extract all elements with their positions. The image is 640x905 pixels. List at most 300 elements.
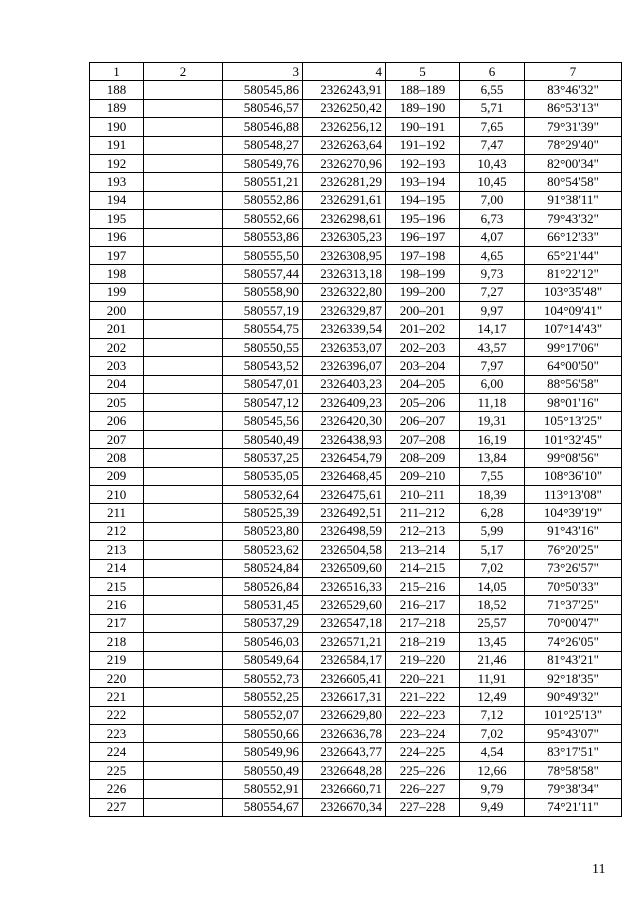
- table-cell: 81°43'21": [525, 651, 622, 669]
- table-cell: 197–198: [386, 246, 460, 264]
- table-cell: [144, 541, 223, 559]
- table-row: [90, 577, 622, 595]
- table-cell: 5,99: [460, 522, 525, 540]
- table-cell: [144, 394, 223, 412]
- table-cell: 7,00: [460, 191, 525, 209]
- table-cell: 10,43: [460, 154, 525, 172]
- table-cell: 43,57: [460, 338, 525, 356]
- table-cell: 2326617,31: [303, 688, 386, 706]
- table-cell: 202: [90, 338, 144, 356]
- table-cell: 216–217: [386, 596, 460, 614]
- table-cell: 92°18'35": [525, 669, 622, 687]
- table-cell: 25,57: [460, 614, 525, 632]
- table-cell: [144, 485, 223, 503]
- table-cell: [144, 210, 223, 228]
- table-cell: 200: [90, 302, 144, 320]
- table-cell: 209–210: [386, 467, 460, 485]
- table-cell: 2326571,21: [303, 633, 386, 651]
- table-cell: 580554,67: [223, 798, 303, 816]
- table-cell: 65°21'44": [525, 246, 622, 264]
- table-cell: 204: [90, 375, 144, 393]
- table-row: [90, 357, 622, 375]
- table-cell: 99°17'06": [525, 338, 622, 356]
- table-cell: 18,52: [460, 596, 525, 614]
- table-cell: [144, 338, 223, 356]
- table-cell: 91°38'11": [525, 191, 622, 209]
- table-cell: [144, 706, 223, 724]
- table-cell: [144, 522, 223, 540]
- table-cell: 218–219: [386, 633, 460, 651]
- table-cell: 221–222: [386, 688, 460, 706]
- table-cell: [144, 283, 223, 301]
- table-cell: 580546,03: [223, 633, 303, 651]
- table-cell: 226: [90, 780, 144, 798]
- table-cell: 212: [90, 522, 144, 540]
- table-row: [90, 522, 622, 540]
- table-cell: 6,28: [460, 504, 525, 522]
- table-cell: 580531,45: [223, 596, 303, 614]
- table-cell: 2326498,59: [303, 522, 386, 540]
- table-cell: 191: [90, 136, 144, 154]
- table-cell: [144, 761, 223, 779]
- table-header-row: [90, 63, 622, 81]
- table-cell: 7,12: [460, 706, 525, 724]
- table-cell: 215–216: [386, 577, 460, 595]
- column-header: 7: [525, 63, 622, 81]
- table-row: [90, 228, 622, 246]
- table-cell: 222–223: [386, 706, 460, 724]
- table-cell: 580552,91: [223, 780, 303, 798]
- table-cell: 580523,80: [223, 522, 303, 540]
- table-cell: [144, 375, 223, 393]
- table-cell: 209: [90, 467, 144, 485]
- table-cell: 219: [90, 651, 144, 669]
- table-cell: 9,79: [460, 780, 525, 798]
- table-row: [90, 614, 622, 632]
- table-cell: 2326670,34: [303, 798, 386, 816]
- table-cell: 2326322,80: [303, 283, 386, 301]
- table-cell: 188–189: [386, 81, 460, 99]
- table-cell: 2326648,28: [303, 761, 386, 779]
- table-cell: 79°43'32": [525, 210, 622, 228]
- table-row: [90, 173, 622, 191]
- table-row: [90, 669, 622, 687]
- table-cell: 203–204: [386, 357, 460, 375]
- table-row: [90, 504, 622, 522]
- table-cell: 2326660,71: [303, 780, 386, 798]
- table-cell: 200–201: [386, 302, 460, 320]
- table-cell: 580551,21: [223, 173, 303, 191]
- table-cell: 216: [90, 596, 144, 614]
- table-cell: 14,05: [460, 577, 525, 595]
- table-row: [90, 191, 622, 209]
- table-cell: 225: [90, 761, 144, 779]
- table-body: [90, 63, 622, 817]
- table-row: [90, 246, 622, 264]
- table-cell: 2326492,51: [303, 504, 386, 522]
- table-row: [90, 688, 622, 706]
- table-cell: [144, 780, 223, 798]
- table-cell: 108°36'10": [525, 467, 622, 485]
- table-cell: 198–199: [386, 265, 460, 283]
- table-cell: 189: [90, 99, 144, 117]
- column-header: 3: [223, 63, 303, 81]
- table-row: [90, 780, 622, 798]
- table-row: [90, 725, 622, 743]
- table-cell: 12,49: [460, 688, 525, 706]
- table-cell: 580546,57: [223, 99, 303, 117]
- table-row: [90, 706, 622, 724]
- table-cell: [144, 577, 223, 595]
- table-cell: [144, 669, 223, 687]
- table-cell: 218: [90, 633, 144, 651]
- table-row: [90, 99, 622, 117]
- table-row: [90, 265, 622, 283]
- table-cell: [144, 228, 223, 246]
- table-cell: 212–213: [386, 522, 460, 540]
- table-cell: 211–212: [386, 504, 460, 522]
- table-cell: 2326454,79: [303, 449, 386, 467]
- table-cell: 6,00: [460, 375, 525, 393]
- table-cell: 2326636,78: [303, 725, 386, 743]
- table-cell: 190–191: [386, 118, 460, 136]
- table-cell: 2326509,60: [303, 559, 386, 577]
- table-cell: 224: [90, 743, 144, 761]
- table-cell: 580550,49: [223, 761, 303, 779]
- table-cell: 201–202: [386, 320, 460, 338]
- table-cell: [144, 467, 223, 485]
- table-cell: 580552,73: [223, 669, 303, 687]
- table-row: [90, 338, 622, 356]
- table-cell: 227: [90, 798, 144, 816]
- table-cell: 66°12'33": [525, 228, 622, 246]
- table-cell: 2326270,96: [303, 154, 386, 172]
- table-cell: 2326305,23: [303, 228, 386, 246]
- table-cell: [144, 596, 223, 614]
- table-cell: 78°58'58": [525, 761, 622, 779]
- table-cell: 82°00'34": [525, 154, 622, 172]
- table-cell: 2326256,12: [303, 118, 386, 136]
- table-cell: 580532,64: [223, 485, 303, 503]
- table-cell: 4,54: [460, 743, 525, 761]
- table-cell: [144, 154, 223, 172]
- table-row: [90, 798, 622, 816]
- table-cell: [144, 320, 223, 338]
- table-row: [90, 596, 622, 614]
- table-cell: [144, 504, 223, 522]
- table-cell: 195: [90, 210, 144, 228]
- table-cell: 580548,27: [223, 136, 303, 154]
- table-cell: 11,18: [460, 394, 525, 412]
- table-cell: [144, 412, 223, 430]
- table-cell: 104°09'41": [525, 302, 622, 320]
- table-cell: 217: [90, 614, 144, 632]
- table-cell: 196: [90, 228, 144, 246]
- table-cell: 223: [90, 725, 144, 743]
- table-cell: 210: [90, 485, 144, 503]
- table-cell: [144, 449, 223, 467]
- table-cell: 580552,07: [223, 706, 303, 724]
- table-cell: 81°22'12": [525, 265, 622, 283]
- table-cell: 7,55: [460, 467, 525, 485]
- table-cell: 76°20'25": [525, 541, 622, 559]
- table-cell: 215: [90, 577, 144, 595]
- table-cell: [144, 725, 223, 743]
- table-cell: 198: [90, 265, 144, 283]
- table-cell: 79°38'34": [525, 780, 622, 798]
- table-cell: 213: [90, 541, 144, 559]
- table-cell: 2326475,61: [303, 485, 386, 503]
- table-cell: 21,46: [460, 651, 525, 669]
- table-cell: 2326329,87: [303, 302, 386, 320]
- table-cell: 580552,86: [223, 191, 303, 209]
- table-cell: [144, 614, 223, 632]
- table-cell: 104°39'19": [525, 504, 622, 522]
- table-cell: 91°43'16": [525, 522, 622, 540]
- table-cell: [144, 99, 223, 117]
- table-cell: 6,73: [460, 210, 525, 228]
- table-cell: 580525,39: [223, 504, 303, 522]
- table-cell: 2326643,77: [303, 743, 386, 761]
- table-cell: 78°29'40": [525, 136, 622, 154]
- column-header: 5: [386, 63, 460, 81]
- table-cell: 188: [90, 81, 144, 99]
- table-cell: 9,49: [460, 798, 525, 816]
- table-cell: [144, 633, 223, 651]
- table-cell: 2326313,18: [303, 265, 386, 283]
- table-cell: 580558,90: [223, 283, 303, 301]
- table-cell: 580557,44: [223, 265, 303, 283]
- table-cell: 2326529,60: [303, 596, 386, 614]
- table-row: [90, 743, 622, 761]
- table-cell: 2326353,07: [303, 338, 386, 356]
- table-cell: 195–196: [386, 210, 460, 228]
- table-cell: 580524,84: [223, 559, 303, 577]
- table-cell: [144, 191, 223, 209]
- table-cell: 196–197: [386, 228, 460, 246]
- table-cell: 88°56'58": [525, 375, 622, 393]
- table-cell: 9,73: [460, 265, 525, 283]
- table-cell: 2326243,91: [303, 81, 386, 99]
- table-cell: 70°50'33": [525, 577, 622, 595]
- table-cell: 190: [90, 118, 144, 136]
- table-cell: 7,02: [460, 559, 525, 577]
- table-cell: [144, 688, 223, 706]
- table-cell: 2326291,61: [303, 191, 386, 209]
- table-cell: 2326547,18: [303, 614, 386, 632]
- table-cell: 4,65: [460, 246, 525, 264]
- table-row: [90, 320, 622, 338]
- table-row: [90, 430, 622, 448]
- table-cell: 103°35'48": [525, 283, 622, 301]
- table-row: [90, 136, 622, 154]
- table-cell: 223–224: [386, 725, 460, 743]
- table-cell: 18,39: [460, 485, 525, 503]
- table-cell: 7,27: [460, 283, 525, 301]
- table-cell: 580552,66: [223, 210, 303, 228]
- table-cell: 199–200: [386, 283, 460, 301]
- table-cell: 205: [90, 394, 144, 412]
- table-cell: 7,97: [460, 357, 525, 375]
- table-row: [90, 559, 622, 577]
- table-cell: [144, 246, 223, 264]
- table-cell: 101°25'13": [525, 706, 622, 724]
- table-row: [90, 154, 622, 172]
- table-row: [90, 302, 622, 320]
- table-row: [90, 467, 622, 485]
- table-cell: 12,66: [460, 761, 525, 779]
- table-cell: 71°37'25": [525, 596, 622, 614]
- table-cell: [144, 118, 223, 136]
- table-cell: 74°26'05": [525, 633, 622, 651]
- table-cell: 207–208: [386, 430, 460, 448]
- table-cell: 580547,01: [223, 375, 303, 393]
- table-cell: 208–209: [386, 449, 460, 467]
- table-cell: 580543,52: [223, 357, 303, 375]
- table-cell: 222: [90, 706, 144, 724]
- table-cell: 2326584,17: [303, 651, 386, 669]
- column-header: 2: [144, 63, 223, 81]
- table-cell: 580523,62: [223, 541, 303, 559]
- table-cell: 580550,66: [223, 725, 303, 743]
- table-cell: 5,71: [460, 99, 525, 117]
- table-cell: 192: [90, 154, 144, 172]
- table-cell: 207: [90, 430, 144, 448]
- table-cell: 101°32'45": [525, 430, 622, 448]
- table-row: [90, 375, 622, 393]
- table-row: [90, 449, 622, 467]
- table-cell: [144, 798, 223, 816]
- table-cell: 64°00'50": [525, 357, 622, 375]
- table-row: [90, 118, 622, 136]
- table-cell: 2326396,07: [303, 357, 386, 375]
- table-cell: 16,19: [460, 430, 525, 448]
- table-cell: [144, 430, 223, 448]
- table-cell: 99°08'56": [525, 449, 622, 467]
- table-cell: 73°26'57": [525, 559, 622, 577]
- table-cell: 2326250,42: [303, 99, 386, 117]
- table-cell: 580537,29: [223, 614, 303, 632]
- table-cell: 189–190: [386, 99, 460, 117]
- table-cell: 192–193: [386, 154, 460, 172]
- table-cell: 80°54'58": [525, 173, 622, 191]
- table-cell: 70°00'47": [525, 614, 622, 632]
- table-cell: 7,65: [460, 118, 525, 136]
- table-row: [90, 210, 622, 228]
- table-cell: 220–221: [386, 669, 460, 687]
- column-header: 6: [460, 63, 525, 81]
- table-cell: 90°49'32": [525, 688, 622, 706]
- table-cell: 220: [90, 669, 144, 687]
- table-cell: 83°17'51": [525, 743, 622, 761]
- table-cell: 9,97: [460, 302, 525, 320]
- table-cell: 580549,76: [223, 154, 303, 172]
- column-header: 4: [303, 63, 386, 81]
- table-cell: 580553,86: [223, 228, 303, 246]
- table-cell: 11,91: [460, 669, 525, 687]
- table-cell: 580547,12: [223, 394, 303, 412]
- table-cell: 6,55: [460, 81, 525, 99]
- table-cell: 206: [90, 412, 144, 430]
- table-cell: [144, 651, 223, 669]
- table-cell: 2326281,29: [303, 173, 386, 191]
- table-cell: 580545,56: [223, 412, 303, 430]
- table-cell: 580545,86: [223, 81, 303, 99]
- table-cell: [144, 265, 223, 283]
- table-cell: 580546,88: [223, 118, 303, 136]
- table-cell: 113°13'08": [525, 485, 622, 503]
- table-cell: 7,02: [460, 725, 525, 743]
- table-cell: 107°14'43": [525, 320, 622, 338]
- table-cell: 2326263,64: [303, 136, 386, 154]
- table-row: [90, 761, 622, 779]
- table-row: [90, 633, 622, 651]
- table-cell: 2326605,41: [303, 669, 386, 687]
- table-cell: 191–192: [386, 136, 460, 154]
- table-cell: 194: [90, 191, 144, 209]
- table-cell: 205–206: [386, 394, 460, 412]
- table-cell: 13,84: [460, 449, 525, 467]
- table-cell: 580540,49: [223, 430, 303, 448]
- table-cell: 105°13'25": [525, 412, 622, 430]
- table-cell: 580537,25: [223, 449, 303, 467]
- column-header: 1: [90, 63, 144, 81]
- table-cell: 2326403,23: [303, 375, 386, 393]
- table-cell: 2326339,54: [303, 320, 386, 338]
- table-cell: 203: [90, 357, 144, 375]
- table-cell: 227–228: [386, 798, 460, 816]
- table-cell: 194–195: [386, 191, 460, 209]
- table-cell: 208: [90, 449, 144, 467]
- table-cell: 19,31: [460, 412, 525, 430]
- table-cell: 2326629,80: [303, 706, 386, 724]
- table-cell: 580555,50: [223, 246, 303, 264]
- table-cell: 206–207: [386, 412, 460, 430]
- table-cell: 86°53'13": [525, 99, 622, 117]
- table-cell: 2326308,95: [303, 246, 386, 264]
- table-cell: 2326516,33: [303, 577, 386, 595]
- table-cell: 193–194: [386, 173, 460, 191]
- table-cell: 204–205: [386, 375, 460, 393]
- table-cell: 197: [90, 246, 144, 264]
- table-row: [90, 81, 622, 99]
- table-cell: 219–220: [386, 651, 460, 669]
- table-cell: 79°31'39": [525, 118, 622, 136]
- table-cell: 193: [90, 173, 144, 191]
- table-row: [90, 541, 622, 559]
- table-cell: 2326409,23: [303, 394, 386, 412]
- table-cell: 580535,05: [223, 467, 303, 485]
- table-cell: 14,17: [460, 320, 525, 338]
- table-cell: 4,07: [460, 228, 525, 246]
- table-cell: 202–203: [386, 338, 460, 356]
- table-cell: 98°01'16": [525, 394, 622, 412]
- table-cell: 214: [90, 559, 144, 577]
- table-cell: 580552,25: [223, 688, 303, 706]
- table-cell: 95°43'07": [525, 725, 622, 743]
- table-cell: 2326298,61: [303, 210, 386, 228]
- table-cell: [144, 81, 223, 99]
- table-row: [90, 651, 622, 669]
- table-cell: 13,45: [460, 633, 525, 651]
- table-cell: [144, 357, 223, 375]
- table-cell: 224–225: [386, 743, 460, 761]
- table-cell: 2326420,30: [303, 412, 386, 430]
- table-cell: 580549,64: [223, 651, 303, 669]
- table-cell: 225–226: [386, 761, 460, 779]
- table-row: [90, 283, 622, 301]
- table-cell: [144, 136, 223, 154]
